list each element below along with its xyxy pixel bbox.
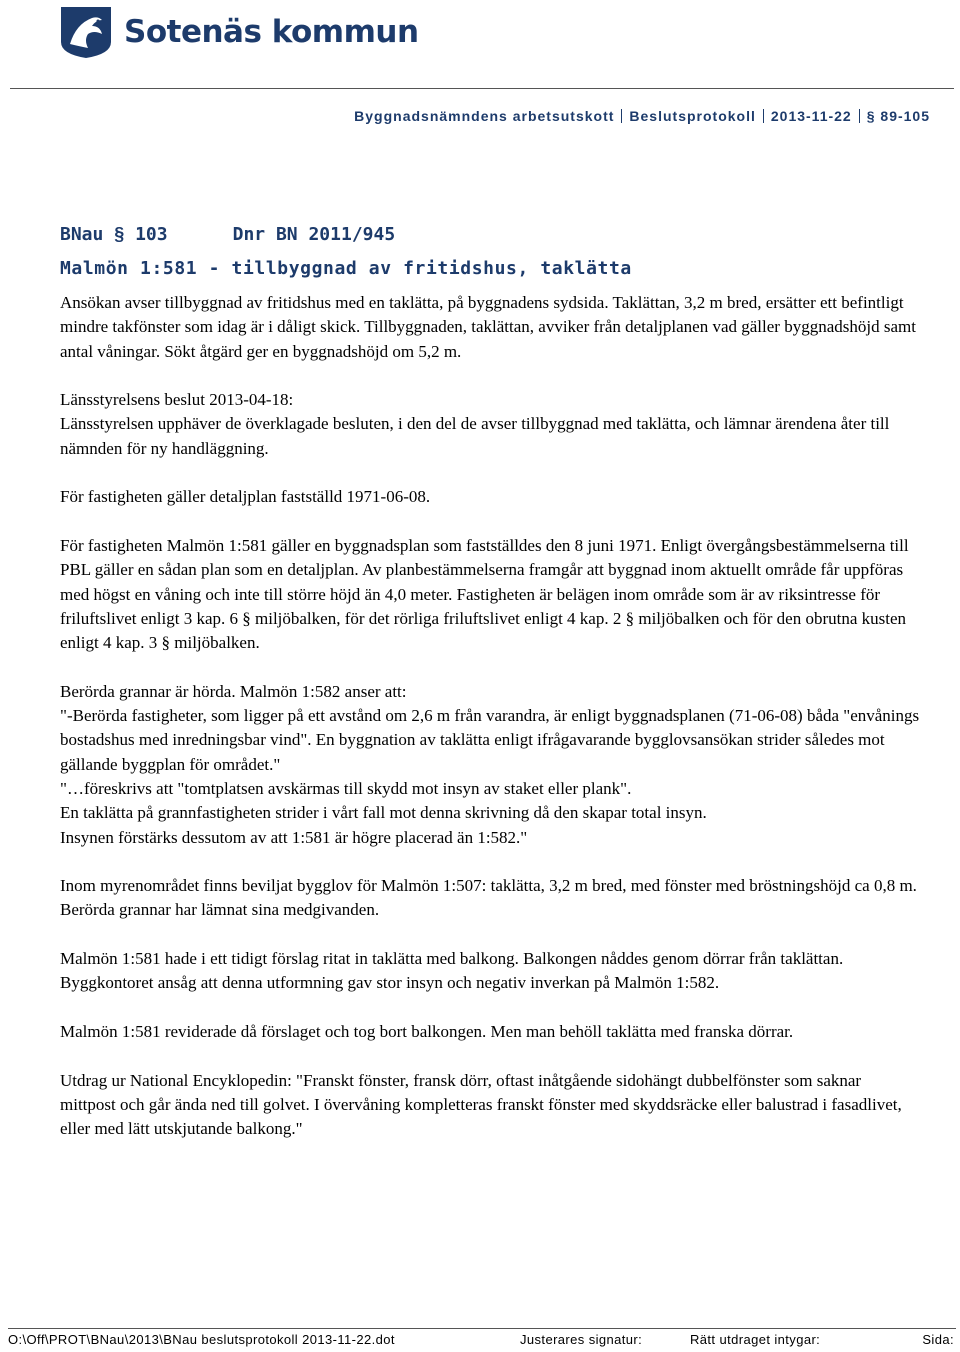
paragraph-county-decision: Länsstyrelsens beslut 2013-04-18: Länsstyrelsen upphäver de överklagade besluten, i den del de avser tillbyggnad med taklätta, och lämnar ärendena åter till nämnden för ny handläggning. (60, 390, 890, 458)
logo (58, 4, 419, 60)
page-label: Sida: (922, 1332, 954, 1347)
protocol-body (60, 291, 920, 1166)
paragraph-neighbours: Berörda grannar är hörda. Malmön 1:582 anser att: "-Berörda fastigheter, som ligger på ett avstånd om 2,6 m från varandra, är enligt byggnadsplanen (71-06-08) båda "envånings bostadshus med inredningsbar vind". En byggnation av taklätta enligt ifrågavarande bygglovsansökan strider således mot gällande byggplan för området." "…föreskrivs att "tomtplatsen avskärmas till skydd mot insyn av staket eller plank". En taklätta på grannfastigheten strider i vårt fall mot denna skrivning då den skapar total insyn. Insynen förstärks dessutom av att 1:581 är högre placerad än 1:582." (60, 681, 920, 847)
document-path: O:\Off\PROT\BNau\2013\BNau beslutsprotokoll 2013-11-22.dot (8, 1332, 395, 1347)
bnau-label: BNau (60, 224, 104, 245)
protocol-type: Beslutsprotokoll (629, 108, 756, 124)
page-footer (8, 1332, 954, 1350)
separator (621, 109, 622, 123)
diary-number: Dnr BN 2011/945 (232, 224, 396, 245)
extract-certified-label: Rätt utdraget intygar: (690, 1332, 821, 1347)
footer-divider (8, 1328, 956, 1329)
municipal-shield-icon (58, 4, 114, 60)
paragraph-application: Ansökan avser tillbyggnad av fritidshus med en taklätta, på byggnadens sydsida. Taklättan, 3,2 m bred, ersätter ett befintligt mindre takfönster som idag är i dåligt skick. Tillbyggnaden, taklättan, avviker från detaljplanen vad gäller byggnadshöjd samt antal våningar. Sökt åtgärd ger en byggnadshöjd om 5,2 m. (60, 293, 916, 361)
paragraph-building-plan: För fastigheten Malmön 1:581 gäller en byggnadsplan som fastställdes den 8 juni 1971. Enligt övergångsbestämmelserna till PBL gäller en sådan plan som en detaljplan. Av planbestämmelserna framgår att byggnad inom aktuellt område får uppföras med högst en våning och inte till större höjd än 4,0 meter. Fastigheten är belägen inom område som är av riksintresse för friluftslivet enligt 3 kap. 6 § miljöbalken, för det rörliga friluftslivet enligt 4 kap. 2 § miljöbalken och för den obrutna kusten enligt 4 kap. 3 § miljöbalken. (60, 535, 909, 653)
running-header (354, 108, 930, 124)
section-symbol: § (114, 224, 125, 244)
paragraph-detail-plan: För fastigheten gäller detaljplan fastställd 1971-06-08. (60, 487, 431, 507)
bnau-number: 103 (135, 224, 168, 245)
paragraph-revision: Malmön 1:581 reviderade då förslaget och tog bort balkongen. Men man behöll taklätta med franska dörrar. (60, 1021, 794, 1041)
municipality-name: Sotenäs kommun (124, 14, 419, 50)
header-divider (10, 88, 954, 89)
paragraph-encyclopedia: Utdrag ur National Encyklopedin: "Franskt fönster, fransk dörr, oftast inåtgående sidohängt dubbelfönster som saknar mittpost och går ända ned till golvet. I övervåning kompletteras franskt fönster med skyddsräcke eller balustrad i fasadlivet, eller med lätt utskjutande balkong." (60, 1070, 902, 1139)
section-range: 89-105 (880, 108, 930, 124)
separator (859, 109, 860, 123)
paragraph-early-proposal: Malmön 1:581 hade i ett tidigt förslag ritat in taklätta med balkong. Balkongen nåddes genom dörrar från taklättan. Byggkontoret ansåg att denna utformning gav stor insyn och negativ inverkan på Malmön 1:582. (60, 949, 844, 993)
section-symbol: § (866, 108, 876, 124)
meeting-date: 2013-11-22 (770, 108, 852, 124)
case-title: Malmön 1:581 - tillbyggnad av fritidshus, taklätta (60, 258, 632, 279)
case-reference (60, 224, 395, 245)
paragraph-precedent: Inom myrenområdet finns beviljat bygglov för Malmön 1:507: taklätta, 3,2 m bred, med fönster med bröstningshöjd ca 0,8 m. Berörda grannar har lämnat sina medgivanden. (60, 876, 917, 920)
separator (763, 109, 764, 123)
committee-name: Byggnadsnämndens arbetsutskott (354, 108, 615, 124)
signature-label: Justerares signatur: (520, 1332, 643, 1347)
